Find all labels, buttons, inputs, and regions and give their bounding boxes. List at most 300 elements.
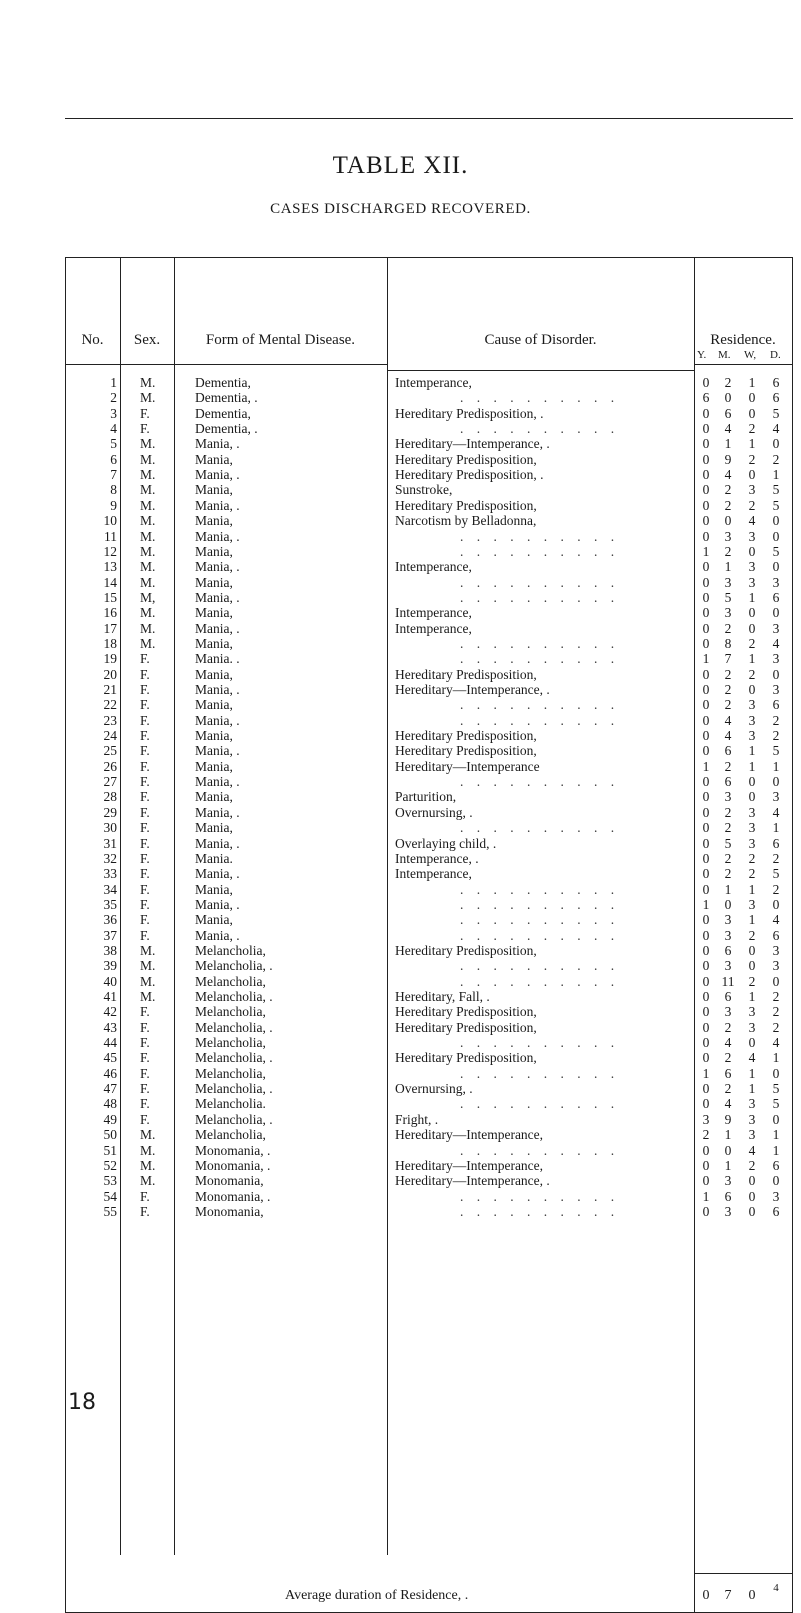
res-days: 5 <box>772 743 780 759</box>
row-sex: F. <box>140 1203 150 1219</box>
row-cause-blank: . . . . . . . . . . <box>460 1035 620 1051</box>
row-form: Mania, . <box>195 528 240 544</box>
row-form: Mania, . <box>195 436 240 452</box>
res-weeks: 2 <box>748 866 756 882</box>
res-days: 6 <box>772 1157 780 1173</box>
row-form: Mania, <box>195 543 233 559</box>
row-form: Mania, . <box>195 682 240 697</box>
row-number: 38 <box>103 942 117 958</box>
res-months: 3 <box>724 927 732 943</box>
row-cause-blank: . . . . . . . . . . <box>460 1188 620 1204</box>
res-days: 2 <box>772 989 780 1004</box>
res-weeks: 3 <box>748 1127 756 1143</box>
res-days: 0 <box>772 973 780 989</box>
row-cause: Intemperance, <box>395 559 472 575</box>
table-row <box>65 1158 793 1173</box>
row-form: Mania, . <box>195 896 240 912</box>
row-sex: F. <box>140 774 150 790</box>
row-form: Mania, . <box>195 804 240 820</box>
row-form: Monomania, <box>195 1203 264 1219</box>
row-sex: M. <box>140 1173 156 1189</box>
unit-months: M. <box>718 349 731 361</box>
res-months: 6 <box>724 1188 732 1204</box>
res-weeks: 2 <box>748 1157 756 1173</box>
table-row <box>65 636 793 651</box>
row-form: Mania, <box>195 789 233 805</box>
res-weeks: 1 <box>748 743 756 759</box>
row-sex: F. <box>140 728 150 744</box>
res-weeks: 2 <box>748 497 756 513</box>
row-sex: F. <box>140 912 150 928</box>
header-residence: Residence. <box>710 332 776 348</box>
header-rule-middle <box>387 370 694 371</box>
table-row <box>65 697 793 712</box>
table-subtitle: CASES DISCHARGED RECOVERED. <box>270 201 531 217</box>
row-number: 51 <box>103 1142 117 1158</box>
res-weeks: 0 <box>748 1173 756 1189</box>
res-months: 6 <box>724 405 732 421</box>
res-years: 0 <box>702 850 710 866</box>
res-weeks: 3 <box>748 697 756 713</box>
res-days: 5 <box>772 405 780 421</box>
row-sex: F. <box>140 896 150 912</box>
row-number: 33 <box>103 866 117 882</box>
row-number: 32 <box>103 850 117 866</box>
res-days: 1 <box>772 1050 780 1066</box>
table-row <box>65 529 793 544</box>
res-months: 2 <box>724 543 732 559</box>
table-row <box>65 851 793 866</box>
res-days: 2 <box>772 451 780 467</box>
res-days: 3 <box>772 651 780 667</box>
res-years: 0 <box>702 635 710 651</box>
row-sex: F. <box>140 1004 150 1020</box>
row-sex: F. <box>140 405 150 421</box>
row-cause-blank: . . . . . . . . . . <box>460 528 620 544</box>
row-number: 16 <box>103 605 117 621</box>
table-row <box>65 836 793 851</box>
row-sex: M. <box>140 543 156 559</box>
table-row <box>65 559 793 574</box>
row-number: 10 <box>103 513 117 529</box>
row-number: 37 <box>103 927 117 943</box>
res-months: 0 <box>724 896 732 912</box>
table-row <box>65 974 793 989</box>
res-years: 1 <box>702 1188 710 1204</box>
row-cause-blank: . . . . . . . . . . <box>460 1142 620 1158</box>
res-days: 4 <box>772 421 780 437</box>
res-weeks: 0 <box>748 467 756 483</box>
row-number: 7 <box>110 467 117 483</box>
row-number: 3 <box>110 405 117 421</box>
row-cause-blank: . . . . . . . . . . <box>460 635 620 651</box>
res-months: 2 <box>724 697 732 713</box>
table-row <box>65 1035 793 1050</box>
res-days: 5 <box>772 866 780 882</box>
res-years: 0 <box>702 682 710 697</box>
row-cause-blank: . . . . . . . . . . <box>460 1065 620 1081</box>
row-form: Melancholia, . <box>195 958 273 974</box>
res-years: 0 <box>702 467 710 483</box>
table-row <box>65 1189 793 1204</box>
table-row <box>65 667 793 682</box>
row-cause: Hereditary—Intemperance <box>395 758 540 774</box>
res-days: 1 <box>772 1127 780 1143</box>
res-days: 3 <box>772 958 780 974</box>
row-number: 9 <box>110 497 117 513</box>
row-cause: Overlaying child, . <box>395 835 497 851</box>
res-weeks: 2 <box>748 635 756 651</box>
row-cause-blank: . . . . . . . . . . <box>460 574 620 590</box>
row-cause-blank: . . . . . . . . . . <box>460 543 620 559</box>
row-sex: M. <box>140 436 156 452</box>
row-sex: M. <box>140 451 156 467</box>
row-sex: M. <box>140 528 156 544</box>
res-days: 2 <box>772 881 780 897</box>
row-sex: F. <box>140 866 150 882</box>
res-years: 0 <box>702 1157 710 1173</box>
res-years: 0 <box>702 497 710 513</box>
res-weeks: 3 <box>748 559 756 575</box>
row-form: Mania, <box>195 912 233 928</box>
row-sex: M. <box>140 989 156 1004</box>
table-row <box>65 1020 793 1035</box>
row-form: Melancholia, <box>195 973 266 989</box>
res-months: 1 <box>724 1157 732 1173</box>
row-sex: F. <box>140 651 150 667</box>
row-number: 2 <box>110 390 117 406</box>
row-cause: Hereditary Predisposition, <box>395 743 537 759</box>
res-weeks: 3 <box>748 1111 756 1127</box>
table-row <box>65 1112 793 1127</box>
table-row <box>65 866 793 881</box>
row-form: Mania, <box>195 697 233 713</box>
table-row <box>65 943 793 958</box>
unit-years: Y. <box>697 349 707 361</box>
res-months: 2 <box>724 620 732 636</box>
res-years: 0 <box>702 743 710 759</box>
row-number: 23 <box>103 712 117 728</box>
res-years: 1 <box>702 543 710 559</box>
res-days: 5 <box>772 543 780 559</box>
header-form: Form of Mental Disease. <box>205 332 356 348</box>
res-years: 0 <box>702 942 710 958</box>
res-weeks: 3 <box>748 528 756 544</box>
row-number: 39 <box>103 958 117 974</box>
res-months: 3 <box>724 1173 732 1189</box>
res-months: 2 <box>724 666 732 682</box>
res-years: 0 <box>702 927 710 943</box>
res-weeks: 0 <box>748 620 756 636</box>
res-weeks: 3 <box>748 482 756 498</box>
table-row <box>65 958 793 973</box>
row-cause: Fright, . <box>395 1111 439 1127</box>
res-years: 3 <box>702 1111 710 1127</box>
res-days: 3 <box>772 574 780 590</box>
row-form: Mania, . <box>195 559 240 575</box>
res-months: 2 <box>724 375 732 390</box>
res-weeks: 0 <box>748 543 756 559</box>
table-row <box>65 789 793 804</box>
res-years: 0 <box>702 881 710 897</box>
row-cause-blank: . . . . . . . . . . <box>460 881 620 897</box>
row-sex: F. <box>140 789 150 805</box>
res-months: 1 <box>724 1127 732 1143</box>
res-years: 0 <box>702 912 710 928</box>
res-weeks: 4 <box>748 513 756 529</box>
row-sex: M. <box>140 375 156 390</box>
row-sex: F. <box>140 1035 150 1051</box>
table-row <box>65 590 793 605</box>
res-years: 0 <box>702 958 710 974</box>
row-number: 45 <box>103 1050 117 1066</box>
res-weeks: 2 <box>748 666 756 682</box>
row-sex: M. <box>140 467 156 483</box>
row-form: Melancholia, <box>195 1065 266 1081</box>
res-weeks: 1 <box>748 1081 756 1097</box>
row-sex: F. <box>140 1111 150 1127</box>
res-weeks: 0 <box>748 774 756 790</box>
row-form: Mania. . <box>195 651 240 667</box>
row-number: 4 <box>110 421 117 437</box>
res-years: 0 <box>702 405 710 421</box>
average-months: 7 <box>724 1588 732 1603</box>
table-row <box>65 728 793 743</box>
row-number: 47 <box>103 1081 117 1097</box>
res-days: 4 <box>772 635 780 651</box>
res-years: 2 <box>702 1127 710 1143</box>
row-form: Mania, . <box>195 835 240 851</box>
res-weeks: 3 <box>748 804 756 820</box>
res-days: 3 <box>772 789 780 805</box>
row-number: 5 <box>110 436 117 452</box>
row-cause: Intemperance, <box>395 605 472 621</box>
row-number: 20 <box>103 666 117 682</box>
row-cause: Hereditary—Intemperance, <box>395 1157 544 1173</box>
res-years: 0 <box>702 589 710 605</box>
res-days: 0 <box>772 1065 780 1081</box>
row-form: Mania, . <box>195 774 240 790</box>
res-years: 0 <box>702 1004 710 1020</box>
res-months: 3 <box>724 574 732 590</box>
table-row <box>65 713 793 728</box>
res-days: 1 <box>772 758 780 774</box>
row-sex: F. <box>140 712 150 728</box>
row-form: Mania, . <box>195 467 240 483</box>
row-sex: M. <box>140 1127 156 1143</box>
res-weeks: 0 <box>748 958 756 974</box>
row-cause-blank: . . . . . . . . . . <box>460 820 620 836</box>
row-form: Mania, . <box>195 866 240 882</box>
row-sex: F. <box>140 1019 150 1035</box>
res-weeks: 3 <box>748 1096 756 1112</box>
table-row <box>65 1173 793 1188</box>
row-form: Dementia, . <box>195 421 258 437</box>
res-days: 5 <box>772 497 780 513</box>
row-form: Mania, <box>195 513 233 529</box>
row-form: Mania, <box>195 635 233 651</box>
row-sex: M. <box>140 482 156 498</box>
res-months: 1 <box>724 436 732 452</box>
res-months: 2 <box>724 820 732 836</box>
row-number: 19 <box>103 651 117 667</box>
res-months: 0 <box>724 1142 732 1158</box>
row-form: Mania, . <box>195 620 240 636</box>
average-days: 4 <box>773 1582 779 1594</box>
res-weeks: 0 <box>748 1203 756 1219</box>
res-weeks: 1 <box>748 912 756 928</box>
row-form: Melancholia, <box>195 1127 266 1143</box>
table-row <box>65 912 793 927</box>
res-months: 5 <box>724 835 732 851</box>
row-form: Melancholia, . <box>195 989 273 1004</box>
row-sex: M. <box>140 958 156 974</box>
row-cause: Overnursing, . <box>395 1081 473 1097</box>
header-rule-left <box>65 364 387 365</box>
res-months: 2 <box>724 1019 732 1035</box>
row-cause: Hereditary Predisposition, <box>395 666 537 682</box>
res-days: 1 <box>772 467 780 483</box>
res-years: 0 <box>702 774 710 790</box>
res-weeks: 0 <box>748 605 756 621</box>
row-sex: F. <box>140 850 150 866</box>
row-form: Mania, <box>195 820 233 836</box>
row-cause-blank: . . . . . . . . . . <box>460 651 620 667</box>
row-form: Mania, . <box>195 589 240 605</box>
res-years: 1 <box>702 758 710 774</box>
row-cause: Parturition, <box>395 789 457 805</box>
row-form: Melancholia, . <box>195 1111 273 1127</box>
row-form: Mania, <box>195 574 233 590</box>
res-weeks: 0 <box>748 789 756 805</box>
table-row <box>65 482 793 497</box>
res-months: 2 <box>724 497 732 513</box>
table-row <box>65 820 793 835</box>
res-months: 3 <box>724 1203 732 1219</box>
res-months: 2 <box>724 1050 732 1066</box>
res-months: 6 <box>724 774 732 790</box>
res-years: 0 <box>702 728 710 744</box>
row-number: 55 <box>103 1203 117 1219</box>
res-days: 6 <box>772 375 780 390</box>
row-form: Mania, <box>195 666 233 682</box>
row-cause: Intemperance, . <box>395 850 479 866</box>
row-sex: M. <box>140 1157 156 1173</box>
res-weeks: 0 <box>748 1188 756 1204</box>
row-number: 49 <box>103 1111 117 1127</box>
table-row <box>65 774 793 789</box>
row-sex: F. <box>140 1065 150 1081</box>
row-number: 34 <box>103 881 117 897</box>
row-number: 50 <box>103 1127 117 1143</box>
res-months: 6 <box>724 743 732 759</box>
row-form: Mania, <box>195 758 233 774</box>
res-years: 0 <box>702 620 710 636</box>
table-row <box>65 544 793 559</box>
row-form: Mania. <box>195 850 233 866</box>
res-months: 0 <box>724 390 732 406</box>
res-days: 3 <box>772 1188 780 1204</box>
row-sex: M. <box>140 513 156 529</box>
res-weeks: 0 <box>748 942 756 958</box>
res-weeks: 1 <box>748 651 756 667</box>
table-row <box>65 1066 793 1081</box>
res-weeks: 2 <box>748 451 756 467</box>
table-row <box>65 882 793 897</box>
row-sex: F. <box>140 927 150 943</box>
res-years: 0 <box>702 574 710 590</box>
res-years: 0 <box>702 666 710 682</box>
row-sex: F. <box>140 697 150 713</box>
row-sex: F. <box>140 666 150 682</box>
res-weeks: 3 <box>748 835 756 851</box>
res-years: 1 <box>702 651 710 667</box>
header-rule-right <box>694 364 792 365</box>
page-number: 18 <box>68 1390 96 1415</box>
row-cause: Sunstroke, <box>395 482 453 498</box>
res-days: 0 <box>772 528 780 544</box>
row-form: Mania, . <box>195 712 240 728</box>
res-years: 0 <box>702 375 710 390</box>
row-cause-blank: . . . . . . . . . . <box>460 1096 620 1112</box>
table-row <box>65 743 793 758</box>
res-years: 0 <box>702 421 710 437</box>
res-days: 2 <box>772 1019 780 1035</box>
row-number: 1 <box>110 375 117 390</box>
res-months: 2 <box>724 850 732 866</box>
row-cause: Hereditary—Intemperance, <box>395 1127 544 1143</box>
table-row <box>65 467 793 482</box>
table-row <box>65 989 793 1004</box>
row-cause: Overnursing, . <box>395 804 473 820</box>
row-sex: M. <box>140 605 156 621</box>
row-sex: F. <box>140 1188 150 1204</box>
row-cause-blank: . . . . . . . . . . <box>460 390 620 406</box>
header-sex: Sex. <box>133 332 161 348</box>
average-label: Average duration of Residence, . <box>285 1588 469 1603</box>
table-row <box>65 651 793 666</box>
row-sex: M. <box>140 574 156 590</box>
row-form: Mania, <box>195 881 233 897</box>
table-row <box>65 375 793 390</box>
row-number: 26 <box>103 758 117 774</box>
row-cause: Hereditary Predisposition, <box>395 497 537 513</box>
row-cause-blank: . . . . . . . . . . <box>460 774 620 790</box>
table-row <box>65 390 793 405</box>
row-sex: F. <box>140 758 150 774</box>
row-number: 52 <box>103 1157 117 1173</box>
res-years: 6 <box>702 390 710 406</box>
res-months: 4 <box>724 1035 732 1051</box>
row-sex: F. <box>140 1096 150 1112</box>
row-cause: Hereditary Predisposition, <box>395 451 537 467</box>
top-rule <box>65 118 793 119</box>
res-weeks: 3 <box>748 574 756 590</box>
res-years: 0 <box>702 989 710 1004</box>
row-number: 14 <box>103 574 117 590</box>
table-row <box>65 498 793 513</box>
res-weeks: 0 <box>748 390 756 406</box>
row-sex: F. <box>140 1081 150 1097</box>
res-months: 2 <box>724 758 732 774</box>
res-days: 6 <box>772 697 780 713</box>
header-no: No. <box>81 332 104 348</box>
res-days: 0 <box>772 1173 780 1189</box>
table-row <box>65 1050 793 1065</box>
row-form: Mania, <box>195 482 233 498</box>
res-years: 1 <box>702 896 710 912</box>
res-weeks: 1 <box>748 758 756 774</box>
